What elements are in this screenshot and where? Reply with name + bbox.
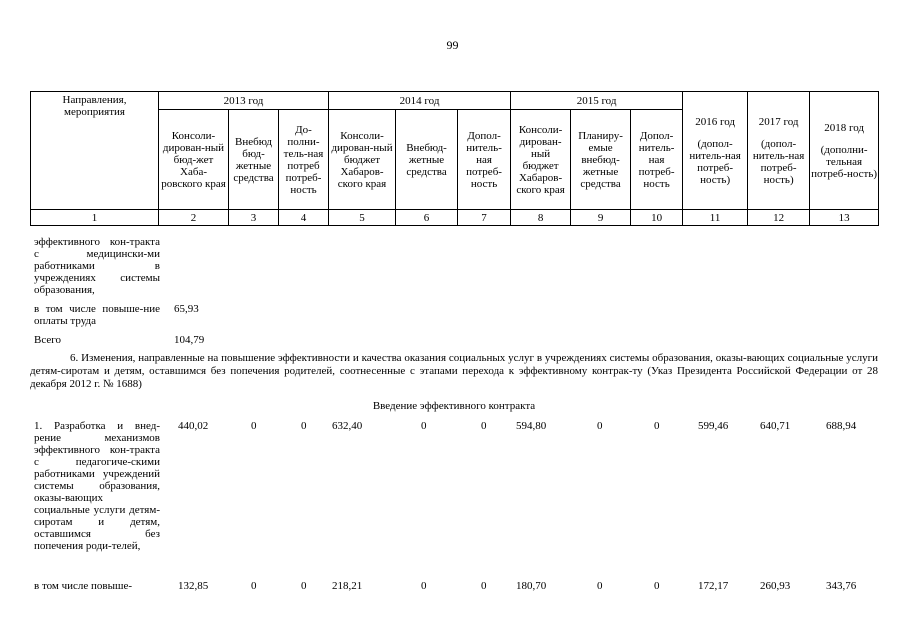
header-2018 [810, 92, 879, 210]
header-2014-extrabudget: Внебюд-жетные средства [396, 110, 458, 210]
cell-value: 0 [251, 580, 257, 592]
row-label: Всего [34, 334, 61, 346]
col-num: 10 [631, 210, 683, 226]
section-6-heading: 6. Изменения, направленные на повышение эффективности и качества оказания социальных услуг в учреждениях системы образования, оказы-вающих социальные услуги детям-сиротам и детям, оставшимся без попечения родителей, соотнесенные с этапами перехода к эффективному контрак-ту (Указ Президента Российской Федерации от 28 декабря 2012 г. № 1688) [30, 352, 878, 390]
cell-value: 180,70 [516, 580, 547, 592]
cell-value: 0 [654, 420, 660, 432]
cell-value: 0 [597, 580, 603, 592]
cell-value: 0 [251, 420, 257, 432]
header-numbers-row [31, 210, 879, 226]
col-num: 13 [810, 210, 879, 226]
header-2013: 2013 год [159, 92, 329, 110]
cell-value: 688,94 [826, 420, 857, 432]
header-directions: Направления, мероприятия [31, 92, 159, 210]
cell-value: 0 [481, 580, 487, 592]
col-num: 8 [511, 210, 571, 226]
header-2017 [748, 92, 810, 210]
cell-value: 0 [301, 420, 307, 432]
header-2013-additional: До-полни-тель-ная потреб потреб-ность [279, 110, 329, 210]
subheading: Введение эффективного контракта [372, 400, 536, 412]
cell-value: 0 [421, 420, 427, 432]
cell-value: 594,80 [516, 420, 547, 432]
cell-value: 260,93 [760, 580, 791, 592]
cell-value: 104,79 [174, 334, 205, 346]
cell-value: 599,46 [698, 420, 729, 432]
col-num: 7 [458, 210, 511, 226]
table-header [30, 91, 879, 226]
header-2013-budget: Консоли-дирован-ный бюд-жет Хаба-ровского края [159, 110, 229, 210]
header-2017-sub: (допол-нитель-ная потреб-ность) [752, 137, 805, 186]
col-num: 5 [329, 210, 396, 226]
page-number: 99 [446, 38, 459, 52]
header-2014-budget: Консоли-дирован-ный бюджет Хабаров-ского края [329, 110, 396, 210]
row-label: в том числе повыше-ние оплаты труда [34, 303, 160, 327]
header-2015-budget: Консоли-дирован-ный бюджет Хабаров-ского края [511, 110, 571, 210]
cell-value: 0 [301, 580, 307, 592]
col-num: 2 [159, 210, 229, 226]
cell-value: 0 [654, 580, 660, 592]
row-label: в том числе повыше- [34, 580, 133, 592]
cell-value: 0 [421, 580, 427, 592]
header-2013-extrabudget: Внебюд бюд-жетные средства [229, 110, 279, 210]
col-num: 3 [229, 210, 279, 226]
header-2015-additional: Допол-нитель-ная потреб-ность [631, 110, 683, 210]
header-2017-title: 2017 год [758, 115, 799, 128]
cell-value: 440,02 [178, 420, 209, 432]
col-num: 1 [31, 210, 159, 226]
row-label: 1. Разработка и внед-рение механизмов эффективного кон-тракта с педагогиче-скими работниками учреждений системы образования, оказы-вающих социальные услуги детям-сиротам и детям, оставшимся без попечения роди-телей, [34, 420, 160, 552]
header-2016-sub: (допол-нитель-ная потреб-ность) [689, 137, 741, 186]
header-2016 [683, 92, 748, 210]
col-num: 11 [683, 210, 748, 226]
col-num: 4 [279, 210, 329, 226]
col-num: 6 [396, 210, 458, 226]
col-num: 12 [748, 210, 810, 226]
col-num: 9 [571, 210, 631, 226]
header-2014-additional: Допол-нитель-ная потреб-ность [458, 110, 511, 210]
cell-value: 343,76 [826, 580, 857, 592]
header-2015-extrabudget: Планиру-емые внебюд-жетные средства [571, 110, 631, 210]
cell-value: 0 [597, 420, 603, 432]
cell-value: 640,71 [760, 420, 791, 432]
cell-value: 172,17 [698, 580, 729, 592]
cell-value: 218,21 [332, 580, 363, 592]
header-2016-title: 2016 год [695, 115, 735, 128]
continued-row-label: эффективного кон-тракта с медицински-ми работниками в учреждениях системы образования, [34, 236, 160, 296]
cell-value: 132,85 [178, 580, 209, 592]
header-2018-sub: (дополни-тельная потреб-ность) [811, 143, 878, 180]
header-2014: 2014 год [329, 92, 511, 110]
cell-value: 65,93 [174, 303, 199, 315]
header-2015: 2015 год [511, 92, 683, 110]
cell-value: 0 [481, 420, 487, 432]
cell-value: 632,40 [332, 420, 363, 432]
header-2018-title: 2018 год [824, 121, 864, 134]
